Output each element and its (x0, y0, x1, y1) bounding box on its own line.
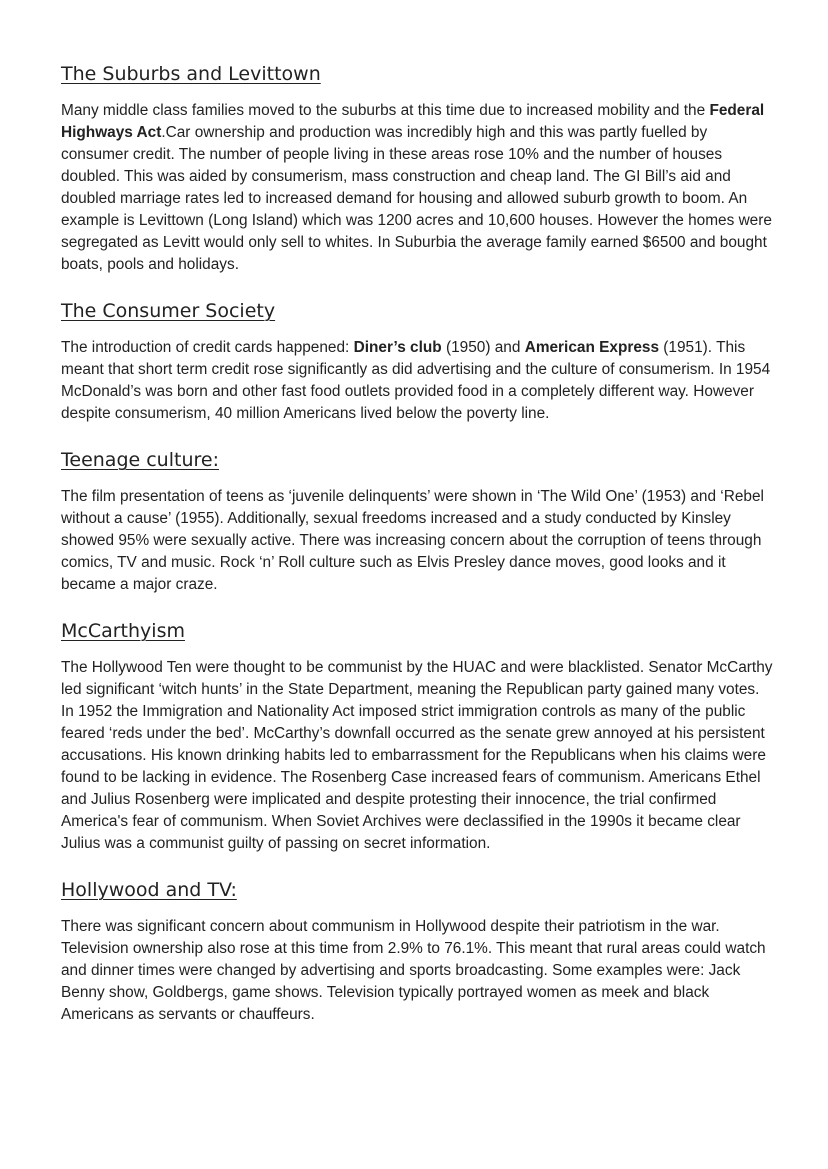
section-heading: Teenage culture: (61, 449, 219, 471)
section-heading: Hollywood and TV: (61, 879, 237, 901)
section-heading: McCarthyism (61, 620, 185, 642)
document-page (61, 60, 776, 1047)
paragraph-text: There was significant concern about communism in Hollywood despite their patriotism in the war. Television ownership also rose at this time from 2.9% to 76.1%. This meant that rural areas could watch and dinner times were changed by advertising and sports broadcasting. Some examples were: Jack Benny show, Goldbergs, game shows. Television typically portrayed women as meek and black Americans as servants or chauffeurs. (61, 918, 766, 1023)
section-paragraph (61, 100, 776, 276)
section-heading: The Consumer Society (61, 300, 276, 322)
section-mccarthyism (61, 617, 776, 855)
section-hollywood-tv (61, 876, 776, 1026)
paragraph-text: The introduction of credit cards happened: (61, 339, 354, 356)
paragraph-text: (1951). This meant that short term credit rose significantly as did advertising and the culture of consumerism. In 1954 McDonald’s was born and other fast food outlets provided food in a completely different way. However despite consumerism, 40 million Americans lived below the poverty line. (61, 339, 771, 422)
bold-term: Federal Highways Act (61, 102, 765, 141)
paragraph-text: Many middle class families moved to the suburbs at this time due to increased mobility and the (61, 102, 710, 119)
bold-term: Diner’s club (353, 339, 442, 356)
paragraph-text: The Hollywood Ten were thought to be communist by the HUAC and were blacklisted. Senator McCarthy led significant ‘witch hunts’ in the State Department, meaning the Republican party gained many votes. In 1952 the Immigration and Nationality Act imposed strict immigration controls as many of the public feared ‘reds under the bed’. McCarthy’s downfall occurred as the senate grew annoyed at his persistent accusations. His known drinking habits led to embarrassment for the Republicans when his claims were found to be lacking in evidence. The Rosenberg Case increased fears of communism. Americans Ethel and Julius Rosenberg were implicated and despite protesting their innocence, the trial confirmed America's fear of communism. When Soviet Archives were declassified in the 1990s it became clear Julius was a communist guilty of passing on secret information. (61, 659, 773, 852)
section-heading: The Suburbs and Levittown (61, 63, 321, 85)
paragraph-text: .Car ownership and production was incredibly high and this was partly fuelled by consumer credit. The number of people living in these areas rose 10% and the number of houses doubled. This was aided by consumerism, mass construction and cheap land. The GI Bill’s aid and doubled marriage rates led to increased demand for housing and allowed suburb growth to boom. An example is Levittown (Long Island) which was 1200 acres and 10,600 houses. However the homes were segregated as Levitt would only sell to whites. In Suburbia the average family earned $6500 and bought boats, pools and holidays. (61, 124, 772, 273)
paragraph-text: (1950) and (441, 339, 525, 356)
section-paragraph (61, 916, 776, 1026)
section-consumer-society (61, 297, 776, 425)
bold-term: American Express (524, 339, 660, 356)
section-paragraph (61, 657, 776, 855)
paragraph-text: The film presentation of teens as ‘juvenile delinquents’ were shown in ‘The Wild One’ (1953) and ‘Rebel without a cause’ (1955). Additionally, sexual freedoms increased and a study conducted by Kinsley showed 95% were sexually active. There was increasing concern about the corruption of teens through comics, TV and music. Rock ‘n’ Roll culture such as Elvis Presley dance moves, good looks and it became a major craze. (61, 488, 764, 593)
section-paragraph (61, 486, 776, 596)
section-paragraph (61, 337, 776, 425)
section-suburbs (61, 60, 776, 276)
section-teenage-culture (61, 446, 776, 596)
